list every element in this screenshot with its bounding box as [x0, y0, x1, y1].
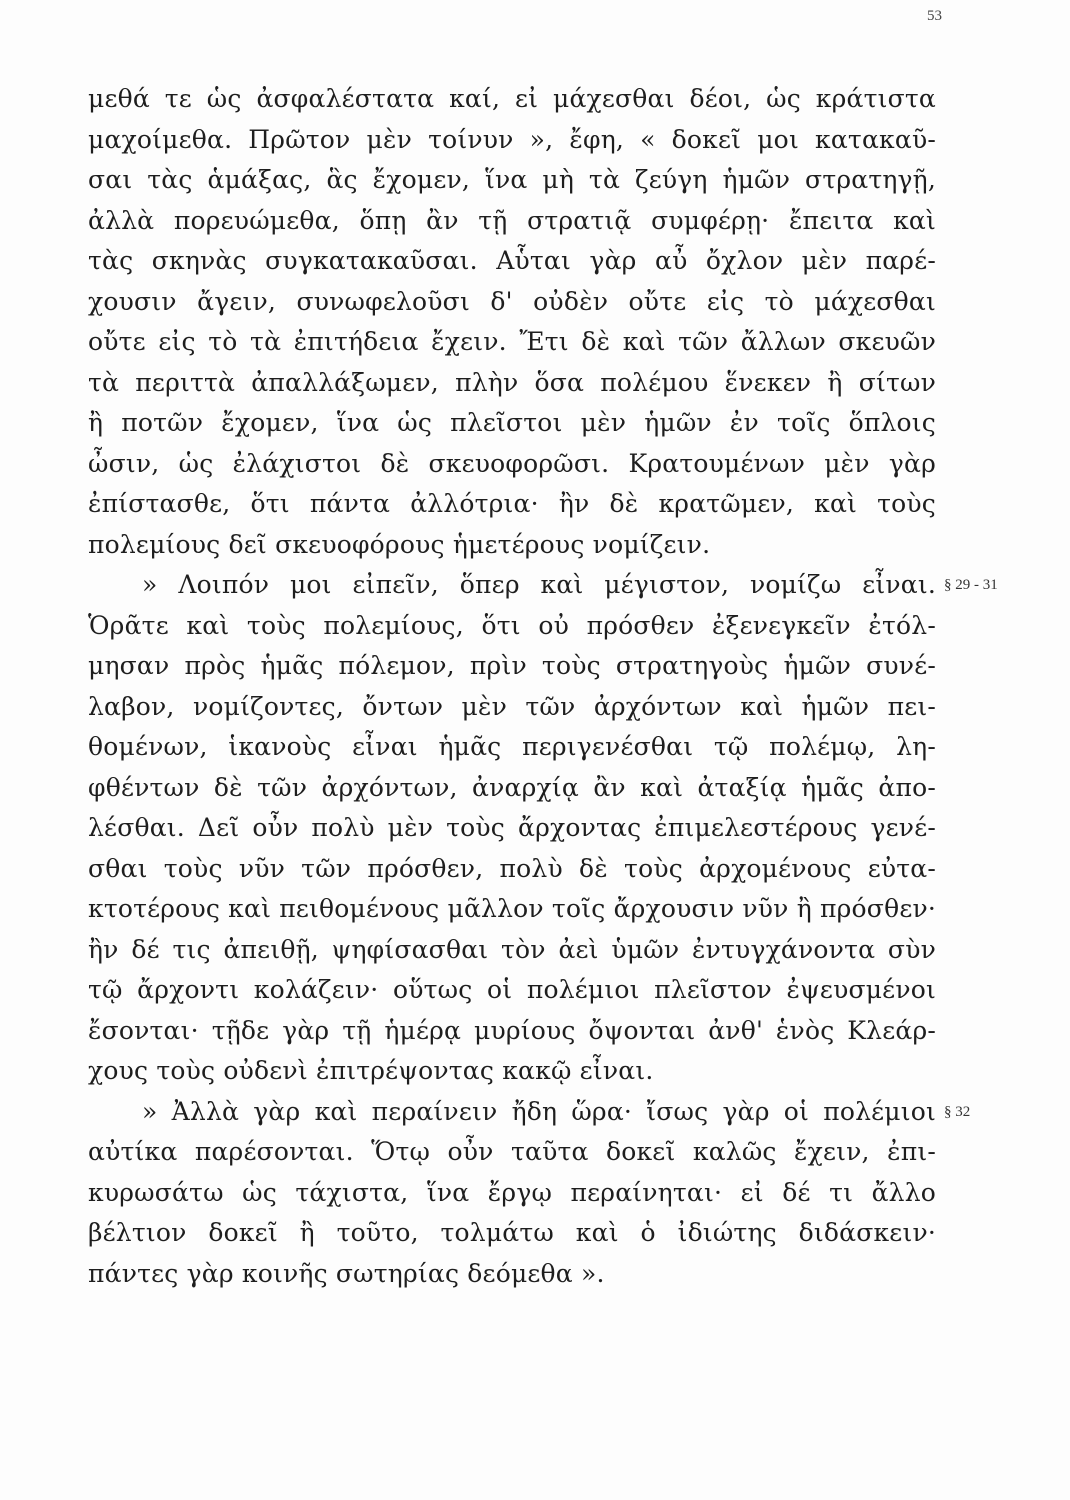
text-line: μησαν πρὸς ἡμᾶς πόλεμον, πρὶν τοὺς στρατηγοὺς ἡμῶν συνέ-: [88, 651, 936, 680]
text-line: πολεμίους δεῖ σκευοφόρους ἡμετέρους νομίζειν.: [88, 530, 711, 559]
text-line: ἢν δέ τις ἀπειθῇ, ψηφίσασθαι τὸν ἀεὶ ὑμῶν ἐντυγχάνοντα σὺν: [88, 935, 936, 964]
text-line: » Ἀλλὰ γὰρ καὶ περαίνειν ἤδη ὥρα· ἴσως γὰρ οἱ πολέμιοι: [142, 1097, 936, 1126]
text-line: ἢ ποτῶν ἔχομεν, ἵνα ὡς πλεῖστοι μὲν ἡμῶν ἐν τοῖς ὅπλοις: [88, 408, 936, 437]
text-line: ὦσιν, ὡς ἐλάχιστοι δὲ σκευοφορῶσι. Κρατουμένων μὲν γὰρ: [88, 449, 936, 478]
text-line: αὐτίκα παρέσονται. Ὅτῳ οὖν ταῦτα δοκεῖ καλῶς ἔχειν, ἐπι-: [88, 1137, 936, 1166]
section-margin-note: § 32: [944, 1104, 971, 1120]
text-line: κτοτέρους καὶ πειθομένους μᾶλλον τοῖς ἄρχουσιν νῦν ἢ πρόσθεν·: [88, 894, 937, 923]
text-line: βέλτιον δοκεῖ ἢ τοῦτο, τολμάτω καὶ ὁ ἰδιώτης διδάσκειν·: [88, 1218, 936, 1247]
text-line: ἔσονται· τῇδε γὰρ τῇ ἡμέρᾳ μυρίους ὄψονται ἀνθ' ἑνὸς Κλεάρ-: [88, 1016, 936, 1045]
text-line: οὔτε εἰς τὸ τὰ ἐπιτήδεια ἔχειν. Ἔτι δὲ καὶ τῶν ἄλλων σκευῶν: [88, 327, 936, 356]
text-line: λέσθαι. Δεῖ οὖν πολὺ μὲν τοὺς ἄρχοντας ἐπιμελεστέρους γενέ-: [88, 813, 936, 842]
text-line: σαι τὰς ἁμάξας, ἃς ἔχομεν, ἵνα μὴ τὰ ζεύγη ἡμῶν στρατηγῇ,: [88, 165, 936, 194]
text-line: ἐπίστασθε, ὅτι πάντα ἀλλότρια· ἢν δὲ κρατῶμεν, καὶ τοὺς: [88, 489, 936, 518]
text-line: τὰ περιττὰ ἀπαλλάξωμεν, πλὴν ὅσα πολέμου ἕνεκεν ἢ σίτων: [88, 368, 936, 397]
text-line: χουσιν ἄγειν, συνωφελοῦσι δ' οὐδὲν οὔτε εἰς τὸ μάχεσθαι: [88, 287, 936, 316]
text-line: θομένων, ἱκανοὺς εἶναι ἡμᾶς περιγενέσθαι τῷ πολέμῳ, λη-: [88, 732, 936, 761]
text-line: » Λοιπόν μοι εἰπεῖν, ὅπερ καὶ μέγιστον, νομίζω εἶναι.: [142, 570, 936, 599]
text-line: Ὁρᾶτε καὶ τοὺς πολεμίους, ὅτι οὐ πρόσθεν ἐξενεγκεῖν ἐτόλ-: [88, 611, 936, 640]
text-line: κυρωσάτω ὡς τάχιστα, ἵνα ἔργῳ περαίνηται· εἰ δέ τι ἄλλο: [88, 1178, 936, 1207]
page-number: 53: [927, 8, 942, 24]
text-line: μεθά τε ὡς ἀσφαλέστατα καί, εἰ μάχεσθαι δέοι, ὡς κράτιστα: [88, 84, 936, 113]
text-line: ἀλλὰ πορευώμεθα, ὅπῃ ἂν τῇ στρατιᾷ συμφέρῃ· ἔπειτα καὶ: [88, 206, 936, 235]
text-line: σθαι τοὺς νῦν τῶν πρόσθεν, πολὺ δὲ τοὺς ἀρχομένους εὐτα-: [88, 854, 936, 883]
text-line: χους τοὺς οὐδενὶ ἐπιτρέψοντας κακῷ εἶναι.: [88, 1056, 654, 1085]
text-line: τῷ ἄρχοντι κολάζειν· οὕτως οἱ πολέμιοι πλεῖστον ἐψευσμένοι: [88, 975, 936, 1004]
text-line: πάντες γὰρ κοινῆς σωτηρίας δεόμεθα ».: [88, 1259, 605, 1288]
section-margin-note: § 29 - 31: [944, 577, 998, 593]
text-line: μαχοίμεθα. Πρῶτον μὲν τοίνυν », ἔφη, « δοκεῖ μοι κατακαῦ-: [88, 125, 936, 154]
text-line: φθέντων δὲ τῶν ἀρχόντων, ἀναρχίᾳ ἂν καὶ ἀταξίᾳ ἡμᾶς ἀπο-: [88, 773, 936, 802]
text-line: τὰς σκηνὰς συγκατακαῦσαι. Αὗται γὰρ αὖ ὄχλον μὲν παρέ-: [88, 246, 936, 275]
text-line: λαβον, νομίζοντες, ὄντων μὲν τῶν ἀρχόντων καὶ ἡμῶν πει-: [88, 692, 936, 721]
